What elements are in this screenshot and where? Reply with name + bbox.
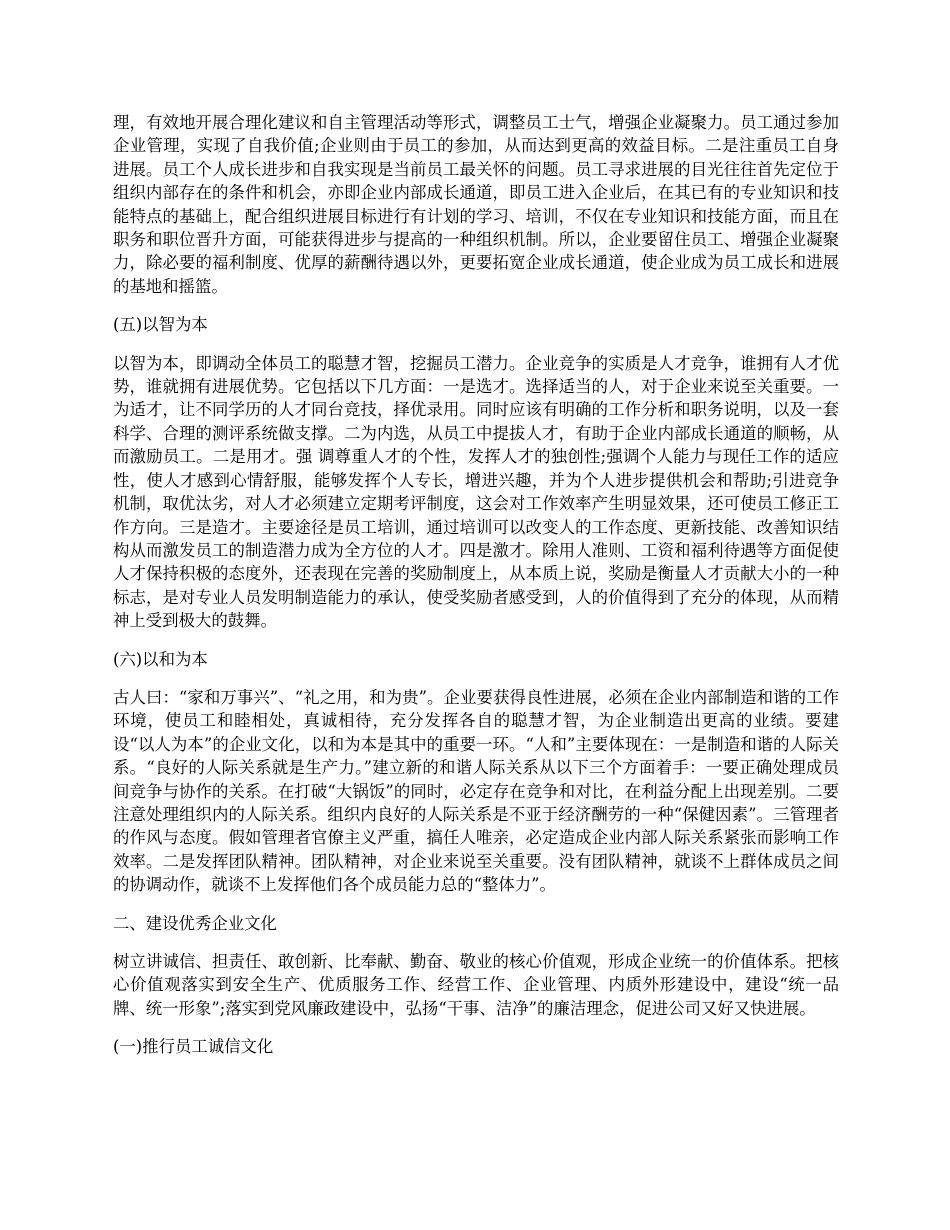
section-heading-wisdom: (五)以智为本 bbox=[113, 315, 208, 335]
paragraph-culture: 树立讲诚信、担责任、敢创新、比奉献、勤奋、敬业的核心价值观，形成企业统一的价值体系。把核心价值观落实到安全生产、优质服务工作、经营工作、企业管理、内质外形建设中，建设“统一品牌、统一形象”;落实到党风廉政建设中，弘扬“干事、洁净”的廉洁理念，促进公司又好又快进展。 bbox=[113, 952, 839, 1018]
section-heading-harmony: (六)以和为本 bbox=[113, 649, 208, 669]
section-heading-culture: 二、建设优秀企业文化 bbox=[113, 913, 277, 933]
paragraph-harmony: 古人曰：“家和万事兴”、“礼之用，和为贵”。企业要获得良性进展，必须在企业内部制造和谐的工作环境，使员工和睦相处，真诚相待，充分发挥各自的聪慧才智，为企业制造出更高的业绩。要建设“以人为本”的企业文化，以和为本是其中的重要一环。“人和”主要体现在：一是制造和谐的人际关系。“良好的人际关系就是生产力。”建立新的和谐人际关系从以下三个方面着手：一要正确处理成员间竞争与协作的关系。在打破“大锅饭”的同时，必定存在竞争和对比，在利益分配上出现差别。二要注意处理组织内的人际关系。组织内良好的人际关系是不亚于经济酬劳的一种“保健因素”。三管理者的作风与态度。假如管理者官僚主义严重，搞任人唯亲，必定造成企业内部人际关系紧张而影响工作效率。二是发挥团队精神。团队精神，对企业来说至关重要。没有团队精神，就谈不上群体成员之间的协调动作，就谈不上发挥他们各个成员能力总的“整体力”。 bbox=[113, 687, 839, 895]
paragraph-continued-intro: 理，有效地开展合理化建议和自主管理活动等形式，调整员工士气，增强企业凝聚力。员工通过参加企业管理，实现了自我价值;企业则由于员工的参加，从而达到更高的效益目标。二是注重员工自身进展。员工个人成长进步和自我实现是当前员工最关怀的问题。员工寻求进展的目光往往首先定位于组织内部存在的条件和机会，亦即企业内部成长通道，即员工进入企业后，在其已有的专业知识和技能特点的基础上，配合组织进展目标进行有计划的学习、培训，不仅在专业知识和技能方面，而且在职务和职位晋升方面，可能获得进步与提高的一种组织机制。所以，企业要留住员工、增强企业凝聚力，除必要的福利制度、优厚的薪酬待遇以外，更要拓宽企业成长通道，使企业成为员工成长和进展的基地和摇篮。 bbox=[113, 113, 839, 296]
section-heading-integrity: (一)推行员工诚信文化 bbox=[113, 1037, 274, 1057]
paragraph-wisdom: 以智为本，即调动全体员工的聪慧才智，挖掘员工潜力。企业竞争的实质是人才竞争，谁拥有人才优势，谁就拥有进展优势。它包括以下几方面：一是选才。选择适当的人，对于企业来说至关重要。一为适才，让不同学历的人才同台竞技，择优录用。同时应该有明确的工作分析和职务说明，以及一套科学、合理的测评系统做支撑。二为内选，从员工中提拔人才，有助于企业内部成长通道的顺畅，从而激励员工。二是用才。强 调尊重人才的个性，发挥人才的独创性;强调个人能力与现任工作的适应性，使人才感到心情舒服，能够发挥个人专长，增进兴趣，并为个人进步提供机会和帮助;引进竞争机制，取优汰劣，对人才必须建立定期考评制度，这会对工作效率产生明显效果，还可使员工修正工作方向。三是造才。主要途径是员工培训，通过培训可以改变人的工作态度、更新技能、改善知识结构从而激发员工的制造潜力成为全方位的人才。四是激才。除用人准则、工资和福利待遇等方面促使人才保持积极的态度外，还表现在完善的奖励制度上，从本质上说，奖励是衡量人才贡献大小的一种标志，是对专业人员发明制造能力的承认，使受奖励者感受到，人的价值得到了充分的体现，从而精神上受到极大的鼓舞。 bbox=[113, 353, 839, 631]
document-body bbox=[113, 111, 839, 1074]
